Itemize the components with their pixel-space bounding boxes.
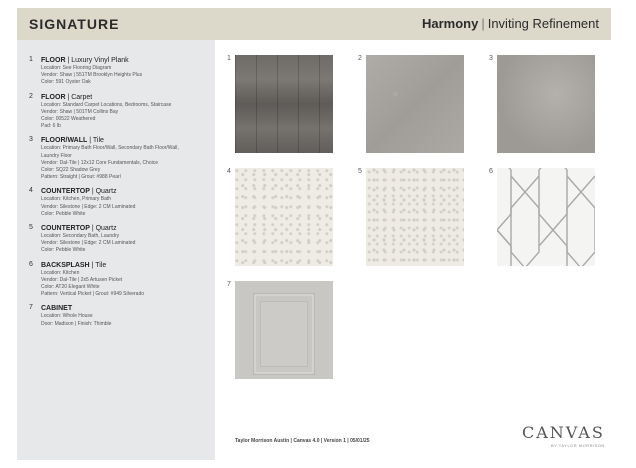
item-number: 4 bbox=[29, 187, 33, 195]
collection-name: Harmony bbox=[421, 16, 479, 31]
item-detail: Location: Kitchen, Primary Bath bbox=[41, 196, 112, 203]
item-detail: Color: Pebble White bbox=[41, 210, 86, 217]
swatch-number: 4 bbox=[227, 168, 231, 175]
item-detail: Location: Secondary Bath, Laundry bbox=[41, 233, 120, 240]
picket-pattern-icon bbox=[497, 168, 595, 266]
item-number: 3 bbox=[29, 136, 33, 144]
vinyl-plank-swatch bbox=[235, 55, 333, 153]
item-title: FLOOR/WALL | Tile bbox=[41, 137, 104, 145]
item-detail: Vendor: Shaw | 501TM Collins Bay bbox=[41, 108, 119, 115]
quartz-swatch bbox=[366, 168, 464, 266]
item-detail: Location: Whole House bbox=[41, 313, 93, 320]
item-detail: Vendor: Shaw | 551TM Brooklyn Heights Plus bbox=[41, 72, 143, 79]
item-detail: Laundry Floor bbox=[41, 152, 72, 159]
item-category: BACKSPLASH bbox=[41, 261, 90, 269]
list-item bbox=[17, 261, 215, 299]
spec-sheet bbox=[17, 8, 611, 460]
list-item bbox=[17, 93, 215, 131]
item-number: 5 bbox=[29, 224, 33, 232]
item-detail: Color: Pebble White bbox=[41, 247, 86, 254]
item-detail: Color: 00522 Weathered bbox=[41, 116, 96, 123]
item-detail: Color: AT20 Elegant White bbox=[41, 284, 100, 291]
item-number: 2 bbox=[29, 92, 33, 100]
carpet-swatch bbox=[366, 55, 464, 153]
item-title: COUNTERTOP | Quartz bbox=[41, 225, 117, 233]
item-detail: Vendor: Silestone | Edge: 2 CM Laminated bbox=[41, 240, 136, 247]
item-category: FLOOR bbox=[41, 93, 66, 101]
item-number: 7 bbox=[29, 304, 33, 312]
item-detail: Location: Primary Bath Floor/Wall, Secondary Bath Floor/Wall, bbox=[41, 145, 179, 152]
footer-text: Taylor Morrison Austin | Canvas 4.0 | Version 1 | 05/01/25 bbox=[235, 438, 370, 444]
item-category: CABINET bbox=[41, 305, 73, 313]
item-type: Quartz bbox=[95, 225, 117, 233]
swatch-number: 7 bbox=[227, 281, 231, 288]
item-detail: Vendor: Dal-Tile | 12x12 Core Fundamentals, Choice bbox=[41, 159, 159, 166]
item-title: BACKSPLASH | Tile bbox=[41, 261, 107, 269]
item-detail: Color: SQ22 Shadow Grey bbox=[41, 167, 101, 174]
collection-tagline: Inviting Refinement bbox=[487, 16, 599, 31]
item-title bbox=[41, 304, 209, 313]
item-detail: Location: Standard Carpet Locations, Bedrooms, Staircase bbox=[41, 101, 172, 108]
logo-tagline: BY TAYLOR MORRISON bbox=[550, 443, 605, 448]
item-detail: Color: 591 Oyster Oak bbox=[41, 79, 91, 86]
item-category: COUNTERTOP bbox=[41, 225, 90, 233]
collection-title bbox=[422, 16, 599, 31]
item-detail: Door: Madison | Finish: Thimble bbox=[41, 320, 112, 327]
collection-separator: | bbox=[481, 16, 485, 31]
item-title: FLOOR | Luxury Vinyl Plank bbox=[41, 57, 129, 64]
item-number: 6 bbox=[29, 260, 33, 268]
item-type: Tile bbox=[95, 261, 107, 269]
swatch-number: 2 bbox=[358, 55, 362, 62]
cabinet-door-swatch bbox=[235, 281, 333, 379]
item-category: FLOOR/WALL bbox=[41, 137, 88, 145]
swatch-number: 3 bbox=[489, 55, 493, 62]
item-type: Tile bbox=[92, 137, 104, 145]
item-number: 1 bbox=[29, 56, 33, 63]
canvas-logo bbox=[522, 423, 605, 448]
list-item bbox=[17, 136, 215, 181]
header-bar bbox=[17, 8, 611, 40]
selections-list bbox=[17, 40, 215, 460]
item-category: FLOOR bbox=[41, 57, 66, 64]
item-detail: Location: Kitchen bbox=[41, 269, 80, 276]
item-detail: Vendor: Silestone | Edge: 2 CM Laminated bbox=[41, 203, 136, 210]
item-detail: Pad: 6 lb bbox=[41, 123, 61, 130]
item-type: Luxury Vinyl Plank bbox=[71, 57, 129, 64]
grey-tile-swatch bbox=[497, 55, 595, 153]
swatch-number: 1 bbox=[227, 55, 231, 62]
item-detail: Vendor: Dal-Tile | 2x5 Artusen Picket bbox=[41, 276, 123, 283]
item-title: FLOOR | Carpet bbox=[41, 93, 93, 101]
picket-tile-swatch bbox=[497, 168, 595, 266]
item-type: Quartz bbox=[95, 188, 117, 196]
item-detail: Location: See Flooring Diagram bbox=[41, 65, 112, 71]
list-item bbox=[17, 304, 215, 327]
quartz-swatch bbox=[235, 168, 333, 266]
item-detail: Pattern: Straight | Grout: #988 Pearl bbox=[41, 174, 121, 181]
swatch-number: 6 bbox=[489, 168, 493, 175]
brand-title: SIGNATURE bbox=[29, 16, 120, 32]
item-category: COUNTERTOP bbox=[41, 188, 90, 196]
list-item bbox=[17, 224, 215, 255]
list-item bbox=[17, 187, 215, 218]
swatch-number: 5 bbox=[358, 168, 362, 175]
item-detail: Pattern: Vertical Picket | Grout: #949 Silverado bbox=[41, 291, 145, 298]
list-item bbox=[17, 56, 215, 87]
door-panel bbox=[260, 301, 308, 367]
item-type: Carpet bbox=[71, 93, 93, 101]
item-title: COUNTERTOP | Quartz bbox=[41, 188, 117, 196]
logo-wordmark: CANVAS bbox=[522, 423, 605, 442]
